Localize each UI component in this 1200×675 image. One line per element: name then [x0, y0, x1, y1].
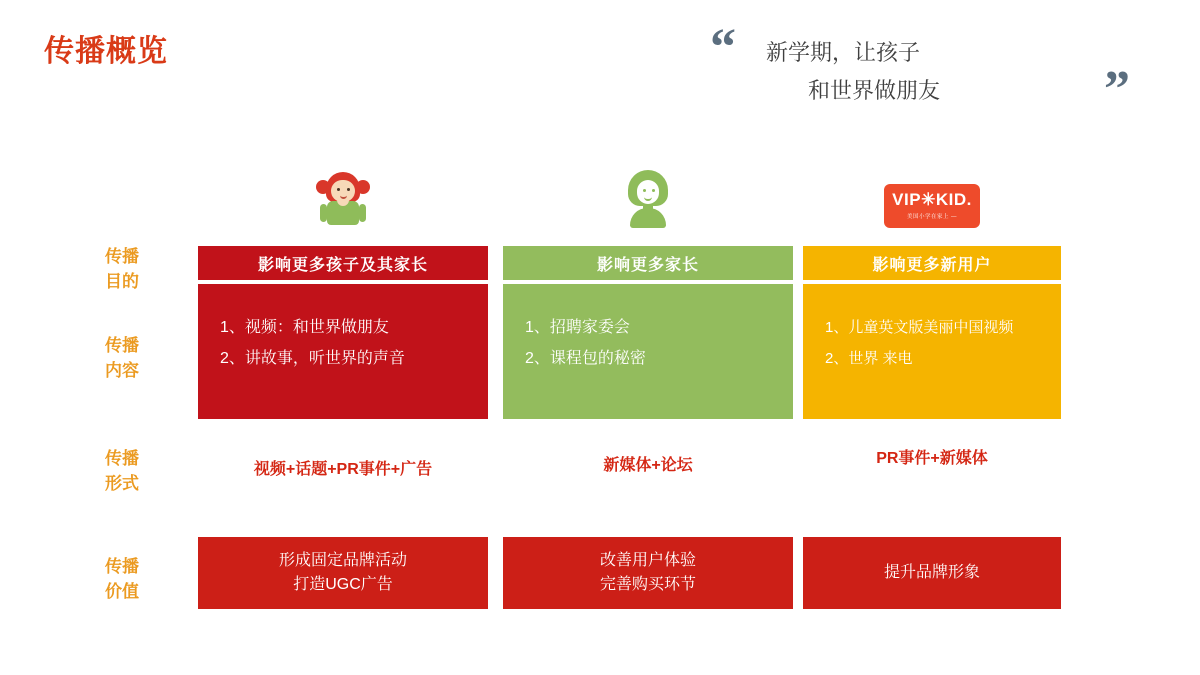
- content-item: 2、世界 来电: [825, 350, 913, 367]
- content-box-1: [198, 284, 488, 419]
- form-text-2: 新媒体+论坛: [603, 457, 693, 474]
- woman-body: [630, 208, 666, 228]
- icon-slot-2: [503, 168, 793, 238]
- purpose-header-3: 影响更多新用户: [803, 246, 1061, 282]
- form-text-1: 视频+话题+PR事件+广告: [253, 461, 433, 478]
- girl-arm-right: [359, 204, 366, 222]
- row-label-value: [92, 554, 152, 604]
- value-item: 形成固定品牌活动: [278, 552, 407, 569]
- column-new-users: [803, 0, 1061, 675]
- woman-eye-right: [652, 189, 655, 192]
- row-label-value-line1: 传播: [105, 557, 139, 576]
- value-box-2: [503, 537, 793, 609]
- content-box-2: [503, 284, 793, 419]
- vipkid-logo-text: VIP✳KID.: [892, 190, 972, 209]
- girl-icon: [314, 168, 372, 230]
- content-item: 1、视频：和世界做朋友: [220, 319, 389, 336]
- quote-open-icon: “: [710, 19, 736, 76]
- column-children-parents: [198, 0, 488, 675]
- content-item: 2、讲故事，听世界的声音: [220, 350, 405, 367]
- value-item: 完善购买环节: [599, 576, 696, 593]
- row-label-purpose-line2: 目的: [105, 272, 139, 291]
- tagline-line-1: 新学期，让孩子: [766, 40, 921, 65]
- value-box-1: [198, 537, 488, 609]
- page-title: 传播概览: [44, 35, 168, 68]
- row-label-content-line2: 内容: [105, 361, 139, 380]
- row-label-purpose: [92, 244, 152, 294]
- content-box-3: [803, 284, 1061, 419]
- purpose-header-1: 影响更多孩子及其家长: [198, 246, 488, 282]
- quote-close-icon: ”: [1104, 61, 1130, 118]
- woman-icon: [619, 168, 677, 230]
- content-item: 1、儿童英文版美丽中国视频: [825, 319, 1014, 336]
- row-label-form-line2: 形式: [105, 474, 139, 493]
- woman-eye-left: [643, 189, 646, 192]
- form-text-3: PR事件+新媒体: [876, 450, 988, 467]
- icon-slot-1: [198, 168, 488, 238]
- value-item: 改善用户体验: [599, 552, 696, 569]
- vipkid-logo: [884, 184, 980, 228]
- icon-slot-3: [803, 168, 1061, 238]
- vipkid-logo-subtext: 美国小学在家上 —: [906, 214, 958, 220]
- row-label-form-line1: 传播: [105, 449, 139, 468]
- value-item: 提升品牌形象: [883, 564, 980, 581]
- value-box-3: [803, 537, 1061, 609]
- row-label-content: [92, 333, 152, 383]
- purpose-header-2: 影响更多家长: [503, 246, 793, 282]
- girl-arm-left: [320, 204, 327, 222]
- row-label-form: [92, 446, 152, 496]
- column-parents: [503, 0, 793, 675]
- girl-eye-left: [337, 188, 340, 191]
- row-label-purpose-line1: 传播: [105, 247, 139, 266]
- value-item: 打造UGC广告: [293, 576, 393, 593]
- row-label-content-line1: 传播: [105, 336, 139, 355]
- content-item: 1、招聘家委会: [525, 319, 630, 336]
- girl-eye-right: [347, 188, 350, 191]
- tagline-line-2: 和世界做朋友: [808, 78, 941, 103]
- content-item: 2、课程包的秘密: [525, 350, 646, 367]
- row-label-value-line2: 价值: [105, 582, 139, 601]
